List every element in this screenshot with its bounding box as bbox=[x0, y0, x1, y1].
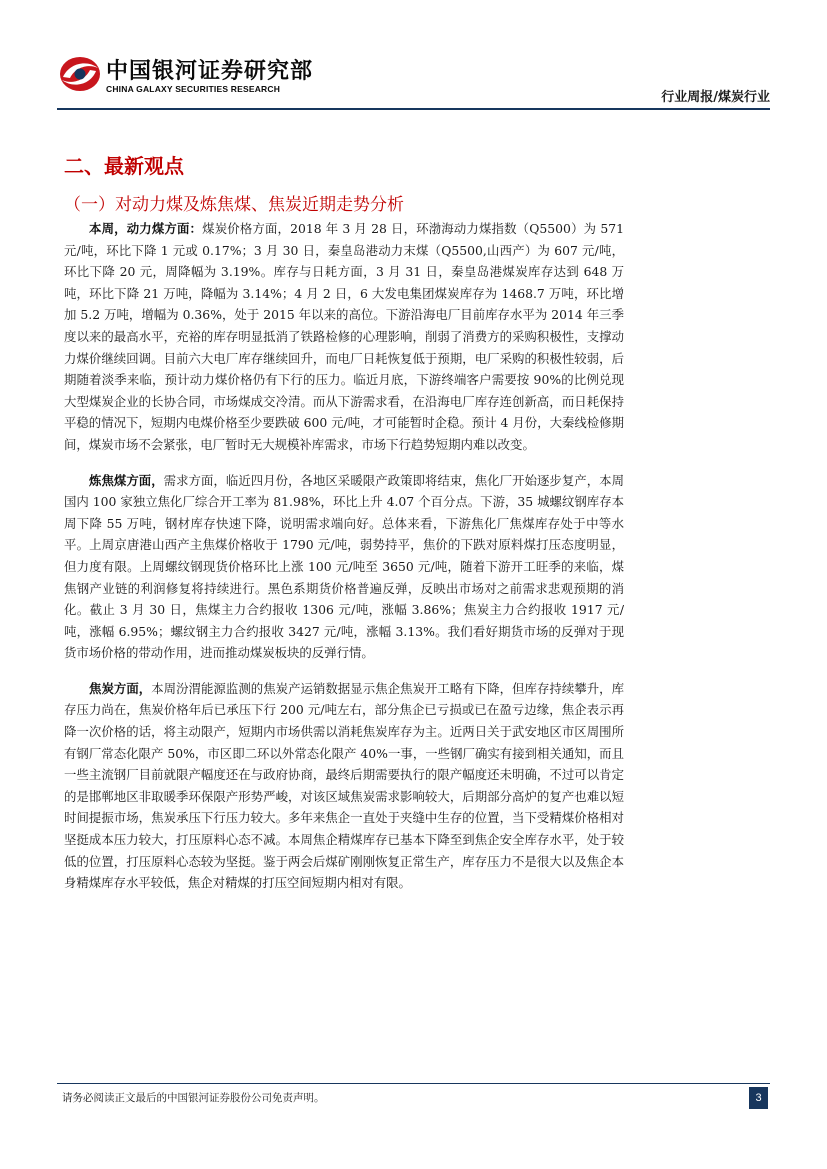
subsection-title: （一）对动力煤及炼焦煤、焦炭近期走势分析 bbox=[64, 195, 404, 215]
paragraph-thermal-coal bbox=[64, 218, 624, 456]
main-content bbox=[64, 218, 624, 908]
galaxy-swirl-logo-icon bbox=[58, 54, 102, 94]
paragraph-lead: 焦炭方面， bbox=[89, 680, 152, 696]
header-divider bbox=[57, 108, 770, 110]
paragraph-text: 煤炭价格方面，2018 年 3 月 28 日，环渤海动力煤指数（Q5500）为 571 元/吨，环比下降 1 元或 0.17%；3 月 30 日，秦皇岛港动力末煤（Q5500,山西产）为 607 元/吨，环比下降 20 元，周降幅为 3.19%。库存与日耗方面，3 月 31 日，秦皇岛港煤炭库存达到 648 万吨，环比下降 21 万吨，降幅为 3.14%；4 月 2 日，6 大发电集团煤炭库存为 1468.7 万吨，环比增加 5.2 万吨，增幅为 0.36%，处于 2015 年以来的高位。下游沿海电厂目前库存水平为 2014 年三季度以来的最高水平，充裕的库存明显抵消了铁路检修的心理影响，削弱了消费方的采购积极性，支撑动力煤价继续回调。目前六大电厂库存继续回升，而电厂日耗恢复低于预期，电厂采购的积极性较弱，后期随着淡季来临，预计动力煤价格仍有下行的压力。临近月底，下游终端客户需要按 90%的比例兑现大型煤炭企业的长协合同，市场煤成交冷清。而从下游需求看，在沿海电厂库存连创新高，而日耗保持平稳的情况下，短期内电煤价格至少要跌破 600 元/吨，才可能暂时企稳。预计 4 月份，大秦线检修期间，煤炭市场不会紧张，电厂暂时无大规模补库需求，市场下行趋势短期内难以改变。 bbox=[64, 221, 625, 452]
paragraph-text: 需求方面，临近四月份，各地区采暖限产政策即将结束，焦化厂开始逐步复产，本周国内 100 家独立焦化厂综合开工率为 81.98%，环比上升 4.07 个百分点。下游，35 城螺纹钢库存本周下降 55 万吨，钢材库存快速下降，说明需求端向好。总体来看，下游焦化厂焦煤库存处于中等水平。上周京唐港山西产主焦煤价格收于 1790 元/吨，弱势持平，焦价的下跌对原料煤打压态度明显，但力度有限。上周螺纹钢现货价格环比上涨 100 元/吨至 3650 元/吨，随着下游开工旺季的来临，煤焦钢产业链的利润修复将持续进行。黑色系期货价格普遍反弹，反映出市场对之前需求悲观预期的消化。截止 3 月 30 日，焦煤主力合约报收 1306 元/吨，涨幅 3.86%；焦炭主力合约报收 1917 元/吨，涨幅 6.95%；螺纹钢主力合约报收 3427 元/吨，涨幅 3.13%。我们看好期货市场的反弹对于现货市场价格的带动作用，进而推动煤炭板块的反弹行情。 bbox=[64, 472, 625, 661]
page-number: 3 bbox=[749, 1087, 768, 1109]
report-type-label: 行业周报/煤炭行业 bbox=[661, 90, 770, 105]
brand-logo bbox=[58, 52, 328, 100]
paragraph-text: 本周汾渭能源监测的焦炭产运销数据显示焦企焦炭开工略有下降，但库存持续攀升，库存压力尚在，焦炭价格年后已承压下行 200 元/吨左右，部分焦企已亏损或已在盈亏边缘，焦企表示再降一次价格的话，将主动限产，短期内市场供需以消耗焦炭库存为主。近两日关于武安地区市区周围所有钢厂常态化限产 50%，市区即二环以外常态化限产 40%一事，一些钢厂确实有接到相关通知，而且一些主流钢厂目前就限产幅度还在与政府协商，最终后期需要执行的限产幅度还未明确，不过可以肯定的是邯郸地区非取暖季环保限产形势严峻，对该区域焦炭需求影响较大，后期部分高炉的复产也难以短时间提振市场，焦炭承压下行压力较大。多年来焦企一直处于夹缝中生存的位置，当下受精煤价格相对坚挺成本压力较大，打压原料心态不减。本周焦企精煤库存已基本下降至到焦企安全库存水平，处于较低的位置，打压原料心态较为坚挺。鉴于两会后煤矿刚刚恢复正常生产，库存压力不是很大以及焦企本身精煤库存水平较低，焦企对精煤的打压空间短期内相对有限。 bbox=[64, 680, 625, 891]
section-title: 二、最新观点 bbox=[64, 154, 184, 178]
footer-disclaimer: 请务必阅读正文最后的中国银河证券股份公司免责声明。 bbox=[62, 1092, 325, 1104]
logo-english-name: CHINA GALAXY SECURITIES RESEARCH bbox=[106, 84, 281, 94]
paragraph-coke bbox=[64, 678, 624, 894]
logo-chinese-name: 中国银河证券研究部 bbox=[106, 59, 314, 84]
footer-divider bbox=[57, 1083, 770, 1084]
paragraph-coking-coal bbox=[64, 470, 624, 664]
paragraph-lead: 炼焦煤方面， bbox=[89, 472, 164, 488]
paragraph-lead: 本周，动力煤方面： bbox=[89, 221, 203, 236]
